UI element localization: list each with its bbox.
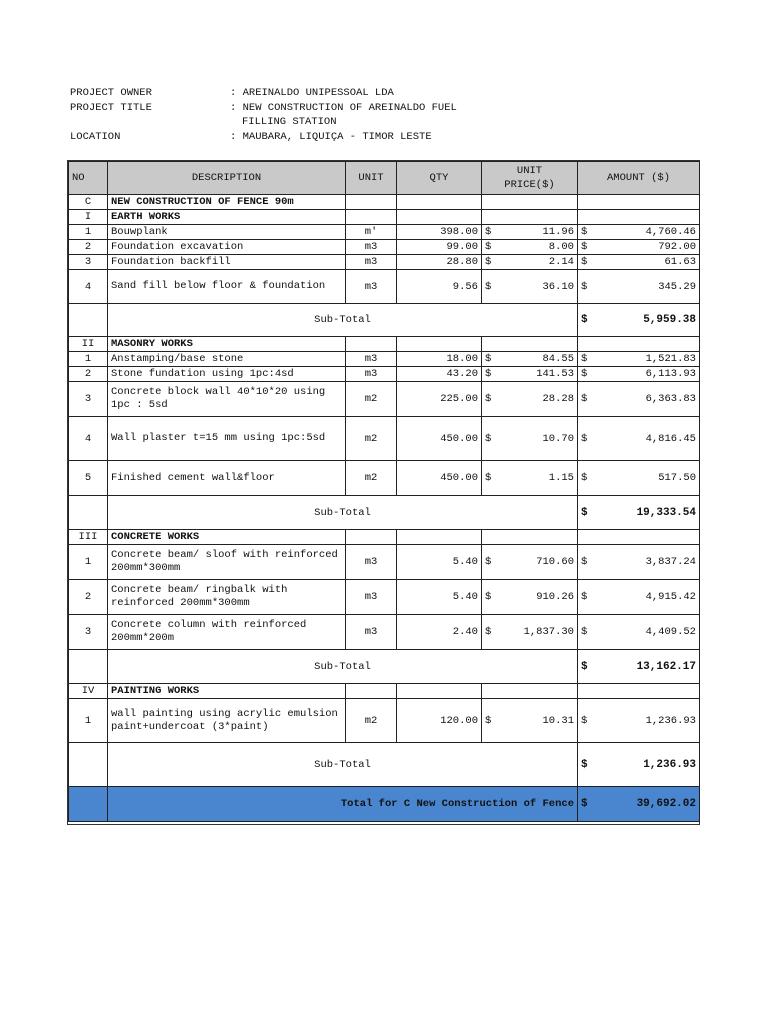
unit-price-value: 10.31 bbox=[542, 714, 574, 727]
item-qty: 5.40 bbox=[397, 580, 482, 615]
item-no: 4 bbox=[69, 270, 108, 304]
group-row bbox=[69, 210, 700, 225]
currency-symbol: $ bbox=[581, 472, 588, 484]
item-unit: m3 bbox=[346, 240, 397, 255]
grand-total-label: Total for C New Construction of Fence bbox=[108, 787, 578, 822]
col-header-amount: AMOUNT ($) bbox=[578, 162, 700, 195]
boq-table-frame bbox=[67, 160, 700, 825]
table-row bbox=[69, 255, 700, 270]
section-no: C bbox=[69, 195, 108, 210]
currency-symbol: $ bbox=[581, 758, 588, 771]
item-qty: 225.00 bbox=[397, 382, 482, 417]
item-unit: m2 bbox=[346, 382, 397, 417]
table-row bbox=[69, 270, 700, 304]
item-qty: 398.00 bbox=[397, 225, 482, 240]
item-qty: 9.56 bbox=[397, 270, 482, 304]
project-title-label: PROJECT TITLE bbox=[70, 101, 152, 114]
item-unit-price bbox=[482, 461, 578, 496]
unit-price-value: 11.96 bbox=[542, 226, 574, 238]
subtotal-row bbox=[69, 304, 700, 337]
currency-symbol: $ bbox=[581, 506, 588, 519]
currency-symbol: $ bbox=[581, 591, 588, 603]
currency-symbol: $ bbox=[581, 714, 588, 727]
item-unit: m2 bbox=[346, 417, 397, 461]
currency-symbol: $ bbox=[581, 353, 588, 365]
amount-value: 517.50 bbox=[658, 472, 696, 484]
item-amount bbox=[578, 255, 700, 270]
item-amount bbox=[578, 615, 700, 650]
group-row bbox=[69, 337, 700, 352]
currency-symbol: $ bbox=[581, 798, 588, 810]
table-row bbox=[69, 461, 700, 496]
group-title: EARTH WORKS bbox=[108, 210, 346, 225]
unit-price-value: 1.15 bbox=[548, 472, 574, 484]
amount-value: 345.29 bbox=[658, 280, 696, 293]
table-row bbox=[69, 615, 700, 650]
unit-price-value: 2.14 bbox=[548, 256, 574, 268]
table-row bbox=[69, 417, 700, 461]
group-no: II bbox=[69, 337, 108, 352]
unit-price-value: 84.55 bbox=[542, 353, 574, 365]
item-unit-price bbox=[482, 225, 578, 240]
item-no: 1 bbox=[69, 699, 108, 743]
item-amount bbox=[578, 270, 700, 304]
item-amount bbox=[578, 367, 700, 382]
item-unit-price bbox=[482, 545, 578, 580]
item-amount bbox=[578, 240, 700, 255]
subtotal-value: 1,236.93 bbox=[643, 758, 696, 771]
currency-symbol: $ bbox=[581, 393, 588, 405]
group-title: MASONRY WORKS bbox=[108, 337, 346, 352]
item-amount bbox=[578, 225, 700, 240]
subtotal-label: Sub-Total bbox=[108, 743, 578, 787]
subtotal-label: Sub-Total bbox=[108, 496, 578, 530]
subtotal-label: Sub-Total bbox=[108, 304, 578, 337]
item-amount bbox=[578, 352, 700, 367]
unit-price-value: 28.28 bbox=[542, 393, 574, 405]
table-row bbox=[69, 240, 700, 255]
currency-symbol: $ bbox=[485, 472, 492, 484]
currency-symbol: $ bbox=[581, 626, 588, 638]
grand-total-row bbox=[69, 787, 700, 822]
col-header-no: NO bbox=[69, 162, 108, 195]
item-no: 1 bbox=[69, 352, 108, 367]
currency-symbol: $ bbox=[581, 280, 588, 293]
subtotal-amount bbox=[578, 743, 700, 787]
amount-value: 6,363.83 bbox=[645, 393, 696, 405]
boq-table bbox=[68, 161, 700, 822]
item-no: 3 bbox=[69, 255, 108, 270]
item-description: Bouwplank bbox=[108, 225, 346, 240]
grand-total-value: 39,692.02 bbox=[636, 798, 696, 810]
location-row bbox=[70, 130, 457, 145]
item-description: Foundation backfill bbox=[108, 255, 346, 270]
currency-symbol: $ bbox=[485, 256, 492, 268]
item-unit: m2 bbox=[346, 461, 397, 496]
currency-symbol: $ bbox=[485, 368, 492, 380]
currency-symbol: $ bbox=[581, 314, 588, 326]
item-no: 3 bbox=[69, 382, 108, 417]
group-row bbox=[69, 530, 700, 545]
currency-symbol: $ bbox=[485, 626, 492, 638]
subtotal-amount bbox=[578, 496, 700, 530]
currency-symbol: $ bbox=[485, 226, 492, 238]
item-qty: 5.40 bbox=[397, 545, 482, 580]
currency-symbol: $ bbox=[581, 241, 588, 253]
section-title: NEW CONSTRUCTION OF FENCE 90m bbox=[108, 195, 346, 210]
unit-price-value: 10.70 bbox=[542, 432, 574, 445]
item-unit: m3 bbox=[346, 545, 397, 580]
item-unit-price bbox=[482, 352, 578, 367]
project-owner-label: PROJECT OWNER bbox=[70, 87, 152, 99]
item-description: Wall plaster t=15 mm using 1pc:5sd bbox=[108, 417, 346, 461]
table-row bbox=[69, 580, 700, 615]
item-no: 2 bbox=[69, 240, 108, 255]
item-qty: 28.80 bbox=[397, 255, 482, 270]
amount-value: 1,521.83 bbox=[645, 353, 696, 365]
subtotal-value: 5,959.38 bbox=[643, 314, 696, 326]
currency-symbol: $ bbox=[581, 368, 588, 380]
item-qty: 99.00 bbox=[397, 240, 482, 255]
item-unit-price bbox=[482, 580, 578, 615]
project-owner-value: : AREINALDO UNIPESSOAL LDA bbox=[230, 87, 394, 99]
grand-total-amount bbox=[578, 787, 700, 822]
col-header-unit-price-line1: UNIT bbox=[516, 165, 543, 177]
table-row bbox=[69, 352, 700, 367]
item-amount bbox=[578, 545, 700, 580]
item-description: Anstamping/base stone bbox=[108, 352, 346, 367]
item-no: 2 bbox=[69, 367, 108, 382]
subtotal-label: Sub-Total bbox=[108, 650, 578, 684]
subtotal-value: 19,333.54 bbox=[636, 506, 696, 519]
item-amount bbox=[578, 382, 700, 417]
amount-value: 61.63 bbox=[664, 256, 696, 268]
project-title-value-cont: FILLING STATION bbox=[242, 116, 337, 128]
currency-symbol: $ bbox=[485, 241, 492, 253]
table-row bbox=[69, 699, 700, 743]
unit-price-value: 141.53 bbox=[536, 368, 574, 380]
item-description: Finished cement wall&floor bbox=[108, 461, 346, 496]
location-value: : MAUBARA, LIQUIÇA - TIMOR LESTE bbox=[230, 130, 432, 143]
project-title-row bbox=[70, 101, 457, 116]
currency-symbol: $ bbox=[581, 432, 588, 445]
table-row bbox=[69, 225, 700, 240]
item-description: Concrete block wall 40*10*20 using 1pc : 5sd bbox=[108, 382, 346, 417]
col-header-unit-price bbox=[482, 162, 578, 195]
item-no: 3 bbox=[69, 615, 108, 650]
currency-symbol: $ bbox=[485, 714, 492, 727]
currency-symbol: $ bbox=[485, 353, 492, 365]
item-no: 5 bbox=[69, 461, 108, 496]
table-row bbox=[69, 545, 700, 580]
group-title: PAINTING WORKS bbox=[108, 684, 346, 699]
currency-symbol: $ bbox=[581, 556, 588, 568]
amount-value: 792.00 bbox=[658, 241, 696, 253]
project-header bbox=[70, 86, 457, 144]
item-amount bbox=[578, 417, 700, 461]
currency-symbol: $ bbox=[485, 556, 492, 568]
unit-price-value: 710.60 bbox=[536, 556, 574, 568]
group-no: IV bbox=[69, 684, 108, 699]
item-unit: m3 bbox=[346, 270, 397, 304]
item-description: Concrete beam/ ringbalk with reinforced 200mm*300mm bbox=[108, 580, 346, 615]
item-qty: 43.20 bbox=[397, 367, 482, 382]
item-no: 4 bbox=[69, 417, 108, 461]
item-unit: m3 bbox=[346, 580, 397, 615]
amount-value: 4,915.42 bbox=[645, 591, 696, 603]
section-row bbox=[69, 195, 700, 210]
table-header-row bbox=[69, 162, 700, 195]
col-header-description: DESCRIPTION bbox=[108, 162, 346, 195]
currency-symbol: $ bbox=[485, 280, 492, 293]
item-description: Concrete column with reinforced 200mm*200m bbox=[108, 615, 346, 650]
item-unit: m3 bbox=[346, 615, 397, 650]
item-unit-price bbox=[482, 615, 578, 650]
item-description: Concrete beam/ sloof with reinforced 200mm*300mm bbox=[108, 545, 346, 580]
item-unit-price bbox=[482, 367, 578, 382]
subtotal-value: 13,162.17 bbox=[636, 660, 696, 673]
group-no: I bbox=[69, 210, 108, 225]
project-title-value: : NEW CONSTRUCTION OF AREINALDO FUEL bbox=[230, 101, 457, 114]
item-no: 1 bbox=[69, 545, 108, 580]
item-unit: m3 bbox=[346, 255, 397, 270]
project-title-row-2 bbox=[70, 115, 457, 130]
item-qty: 18.00 bbox=[397, 352, 482, 367]
currency-symbol: $ bbox=[485, 393, 492, 405]
item-unit: m' bbox=[346, 225, 397, 240]
table-row bbox=[69, 367, 700, 382]
item-unit-price bbox=[482, 270, 578, 304]
amount-value: 4,816.45 bbox=[645, 432, 696, 445]
item-amount bbox=[578, 580, 700, 615]
item-unit: m2 bbox=[346, 699, 397, 743]
currency-symbol: $ bbox=[485, 432, 492, 445]
project-owner-row bbox=[70, 86, 457, 101]
col-header-unit-price-line2: PRICE($) bbox=[504, 179, 555, 191]
currency-symbol: $ bbox=[581, 256, 588, 268]
item-qty: 450.00 bbox=[397, 461, 482, 496]
group-title: CONCRETE WORKS bbox=[108, 530, 346, 545]
amount-value: 4,760.46 bbox=[645, 226, 696, 238]
item-unit-price bbox=[482, 417, 578, 461]
item-amount bbox=[578, 461, 700, 496]
item-unit-price bbox=[482, 382, 578, 417]
amount-value: 3,837.24 bbox=[645, 556, 696, 568]
item-unit-price bbox=[482, 699, 578, 743]
item-qty: 2.40 bbox=[397, 615, 482, 650]
group-no: III bbox=[69, 530, 108, 545]
unit-price-value: 36.10 bbox=[542, 280, 574, 293]
item-description: Sand fill below floor & foundation bbox=[108, 270, 346, 304]
subtotal-amount bbox=[578, 304, 700, 337]
item-description: wall painting using acrylic emulsion paint+undercoat (3*paint) bbox=[108, 699, 346, 743]
subtotal-row bbox=[69, 650, 700, 684]
subtotal-amount bbox=[578, 650, 700, 684]
location-label: LOCATION bbox=[70, 130, 121, 143]
unit-price-value: 1,837.30 bbox=[523, 626, 574, 638]
currency-symbol: $ bbox=[581, 226, 588, 238]
item-unit-price bbox=[482, 240, 578, 255]
currency-symbol: $ bbox=[581, 660, 588, 673]
amount-value: 4,409.52 bbox=[645, 626, 696, 638]
amount-value: 1,236.93 bbox=[645, 714, 696, 727]
item-no: 1 bbox=[69, 225, 108, 240]
currency-symbol: $ bbox=[485, 591, 492, 603]
item-unit-price bbox=[482, 255, 578, 270]
amount-value: 6,113.93 bbox=[645, 368, 696, 380]
col-header-unit: UNIT bbox=[346, 162, 397, 195]
item-no: 2 bbox=[69, 580, 108, 615]
subtotal-row bbox=[69, 496, 700, 530]
table-row bbox=[69, 382, 700, 417]
item-amount bbox=[578, 699, 700, 743]
unit-price-value: 8.00 bbox=[548, 241, 574, 253]
item-qty: 450.00 bbox=[397, 417, 482, 461]
item-unit: m3 bbox=[346, 367, 397, 382]
item-description: Foundation excavation bbox=[108, 240, 346, 255]
group-row bbox=[69, 684, 700, 699]
col-header-qty: QTY bbox=[397, 162, 482, 195]
subtotal-row bbox=[69, 743, 700, 787]
item-qty: 120.00 bbox=[397, 699, 482, 743]
unit-price-value: 910.26 bbox=[536, 591, 574, 603]
item-description: Stone fundation using 1pc:4sd bbox=[108, 367, 346, 382]
item-unit: m3 bbox=[346, 352, 397, 367]
